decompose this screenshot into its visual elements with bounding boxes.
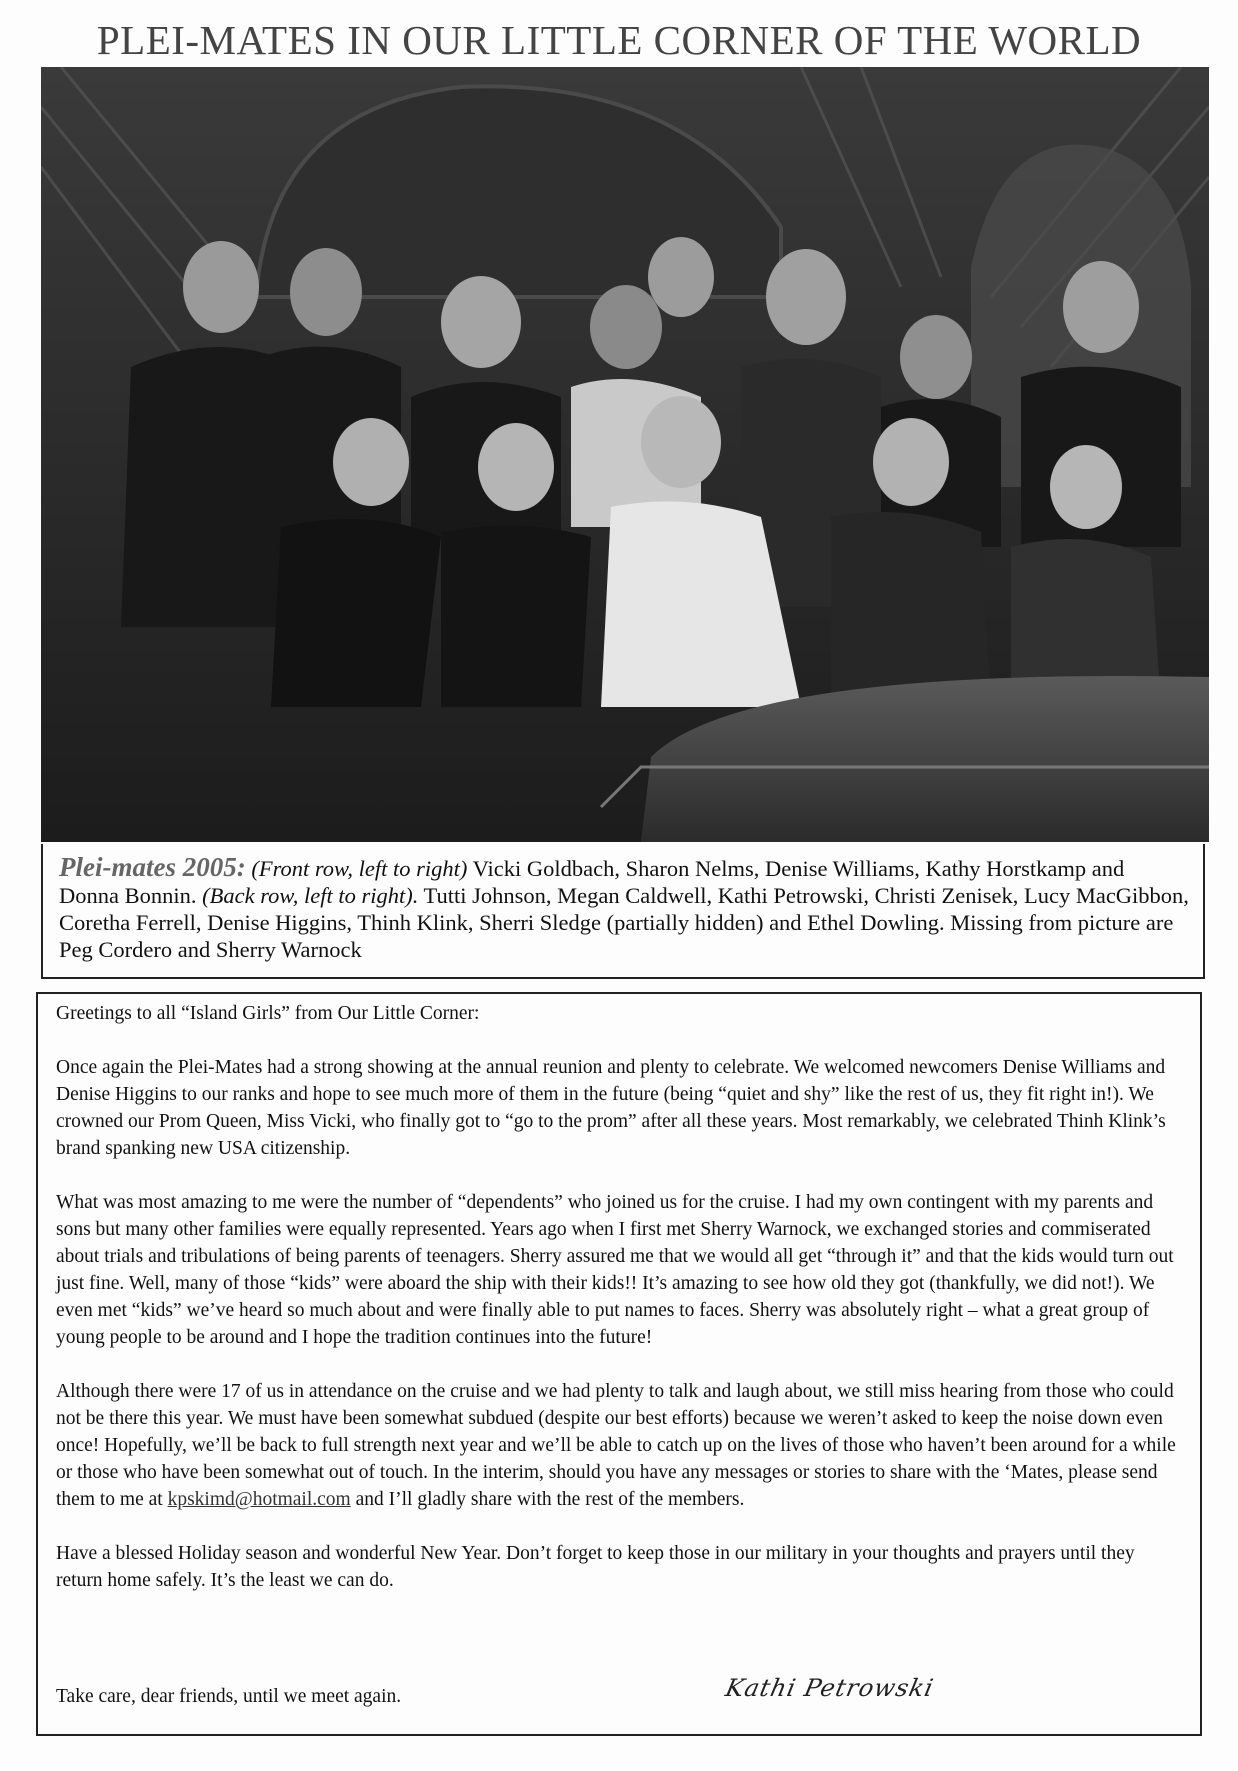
- email-link[interactable]: kpskimd@hotmail.com: [167, 1489, 351, 1510]
- caption-lead: Plei-mates 2005:: [59, 852, 246, 882]
- caption-front-names: Vicki Goldbach, Sharon Nelms, Denise Williams, Kathy Horstkamp and Donna Bonnin.: [59, 856, 1125, 908]
- letter-paragraph-3-text: Although there were 17 of us in attendance on the cruise and we had plenty to talk and laugh about, we still miss hearing from those who could not be there this year. We must have been somewhat subdued (despite our best efforts) because we weren’t asked to keep the noise down even once! Hopefully, we’ll be back to full strength next year and we’ll be able to catch up on the lives of those who haven’t been around for a while or those who have been somewhat out of touch. In the interim, should you have any messages or stories to share with the ‘Mates, please send them to me at: [56, 1381, 1176, 1510]
- group-photo-illustration: [41, 67, 1209, 842]
- signature: Kathi Petrowski: [723, 1674, 937, 1702]
- letter-paragraph-2: What was most amazing to me were the number of “dependents” who joined us for the cruise. I had my own contingent with my parents and sons but many other families were equally represented. Years ago when I first met Sherry Warnock, we exchanged stories and commiserated about trials and tribulations of being parents of teenagers. Sherry assured me that we would all get “through it” and that the kids would turn out just fine. Well, many of those “kids” were aboard the ship with their kids!! It’s amazing to see how old they got (thankfully, we did not!). We even met “kids” we’ve heard so much about and were finally able to put names to faces. Sherry was absolutely right – what a great group of young people to be around and I hope the tradition continues into the future!: [56, 1192, 1174, 1348]
- letter-paragraph-3-end: and I’ll gladly share with the rest of the members.: [350, 1489, 745, 1510]
- caption-back-label: (Back row, left to right).: [202, 883, 419, 908]
- letter-signoff: Take care, dear friends, until we meet again.: [56, 1686, 402, 1707]
- photo-caption-box: [41, 844, 1205, 979]
- caption-front-label: (Front row, left to right): [251, 856, 468, 881]
- page-title: PLEI-MATES IN OUR LITTLE CORNER OF THE WORLD: [96, 17, 1142, 63]
- letter-paragraph-1: Once again the Plei-Mates had a strong showing at the annual reunion and plenty to celebrate. We welcomed newcomers Denise Williams and Denise Higgins to our ranks and hope to see much more of them in the future (being “quiet and shy” like the rest of us, they fit right in!). We crowned our Prom Queen, Miss Vicki, who finally got to “go to the prom” after all these years. Most remarkably, we celebrated Thinh Klink’s brand spanking new USA citizenship.: [56, 1057, 1166, 1159]
- group-photo: [41, 67, 1209, 842]
- letter-greeting: Greetings to all “Island Girls” from Our Little Corner:: [56, 1003, 480, 1024]
- letter-body: [56, 1000, 1184, 1621]
- photo-caption: [59, 854, 1189, 963]
- letter-paragraph-4: Have a blessed Holiday season and wonderful New Year. Don’t forget to keep those in our military in your thoughts and prayers until they return home safely. It’s the least we can do.: [56, 1543, 1135, 1591]
- caption-back-names: Tutti Johnson, Megan Caldwell, Kathi Petrowski, Christi Zenisek, Lucy MacGibbon, Coretha Ferrell, Denise Higgins, Thinh Klink, Sherri Sledge (partially hidden) and Ethel Dowling. Missing from picture are Peg Cordero and Sherry Warnock: [59, 883, 1189, 962]
- letter-box: [36, 992, 1202, 1736]
- letter-paragraph-3: [56, 1378, 1184, 1513]
